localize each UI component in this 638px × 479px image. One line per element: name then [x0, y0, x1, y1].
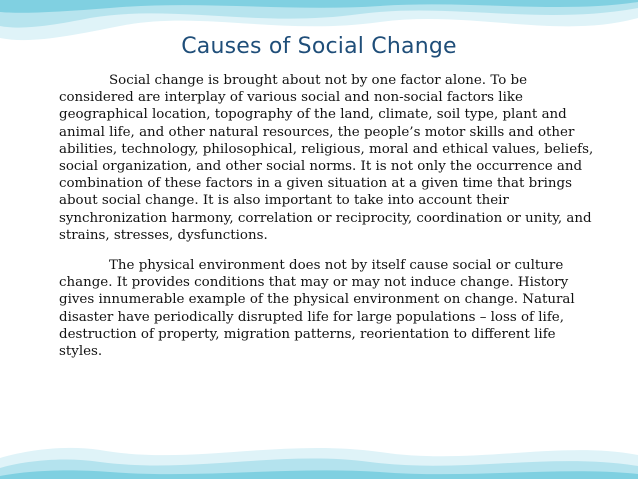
- slide-title: Causes of Social Change: [181, 34, 457, 59]
- paragraph-physical-environment: The physical environment does not by itself cause social or culture change. It provides conditions that may or may not induce change. History gives innumerable example of the physical environment on change. Natural disaster have periodically disrupted life for large populations – loss of life, destruction of property, migration patterns, reorientation to different life styles.: [59, 258, 575, 360]
- slide-body: [59, 72, 599, 360]
- paragraph-causes: Social change is brought about not by one factor alone. To be considered are interplay of various social and non-social factors like geographical location, topography of the land, climate, soil type, plant and animal life, and other natural resources, the people’s motor skills and other abilities, technology, philosophical, religious, moral and ethical values, beliefs, social organization, and other social norms. It is not only the occurrence and combination of these factors in a given situation at a given time that brings about social change. It is also important to take into account their synchronization harmony, correlation or reciprocity, coordination or unity, and strains, stresses, dysfunctions.: [59, 73, 594, 243]
